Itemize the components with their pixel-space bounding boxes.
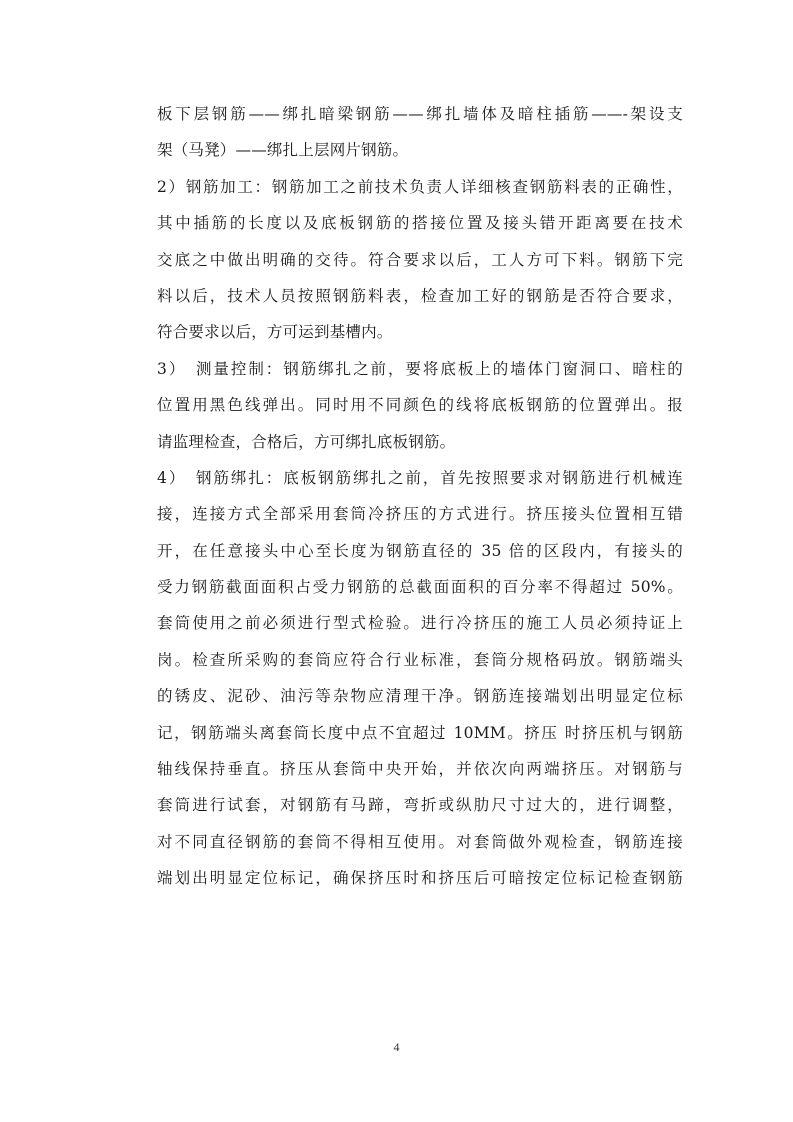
text-line: 对不同直径钢筋的套筒不得相互使用。对套筒做外观检查，钢筋连接 — [157, 832, 683, 851]
text-line: 受力钢筋截面面积占受力钢筋的总截面面积的百分率不得超过 50%。 — [157, 578, 683, 597]
text-line: 岗。检查所采购的套筒应符合行业标准，套筒分规格码放。钢筋端头 — [157, 650, 683, 669]
text-line: 接，连接方式全部采用套筒冷挤压的方式进行。挤压接头位置相互错 — [157, 505, 683, 524]
text-line: 交底之中做出明确的交待。符合要求以后，工人方可下料。钢筋下完 — [157, 250, 683, 269]
body-text — [157, 96, 683, 897]
page-number: 4 — [393, 1040, 400, 1054]
text-line: 套筒进行试套，对钢筋有马蹄，弯折或纵肋尺寸过大的，进行调整， — [157, 796, 683, 815]
text-line: 记，钢筋端头离套筒长度中点不宜超过 10MM。挤压 时挤压机与钢筋 — [157, 723, 683, 742]
text-line: 2）钢筋加工：钢筋加工之前技术负责人详细核查钢筋料表的正确性， — [157, 177, 683, 196]
text-line: 套筒使用之前必须进行型式检验。进行冷挤压的施工人员必须持证上 — [157, 614, 683, 633]
text-line: 端划出明显定位标记，确保挤压时和挤压后可暗按定位标记检查钢筋 — [157, 869, 683, 888]
text-line: 其中插筋的长度以及底板钢筋的搭接位置及接头错开距离要在技术 — [157, 214, 683, 233]
text-line: 位置用黑色线弹出。同时用不同颜色的线将底板钢筋的位置弹出。报 — [157, 396, 683, 415]
text-line: 料以后，技术人员按照钢筋料表，检查加工好的钢筋是否符合要求， — [157, 286, 683, 305]
text-line: 的锈皮、泥砂、油污等杂物应清理干净。钢筋连接端划出明显定位标 — [157, 687, 683, 706]
text-line: 架（马凳）——绑扎上层网片钢筋。 — [157, 141, 409, 160]
text-line: 4） 钢筋绑扎：底板钢筋绑扎之前，首先按照要求对钢筋进行机械连 — [157, 468, 683, 487]
text-line: 轴线保持垂直。挤压从套筒中央开始，并依次向两端挤压。对钢筋与 — [157, 760, 683, 779]
text-line: 3） 测量控制：钢筋绑扎之前，要将底板上的墙体门窗洞口、暗柱的 — [157, 359, 683, 378]
text-line: 请监理检查，合格后，方可绑扎底板钢筋。 — [157, 432, 456, 451]
text-line: 板下层钢筋——绑扎暗梁钢筋——绑扎墙体及暗柱插筋——-架设支 — [157, 105, 683, 123]
text-line: 符合要求以后，方可运到基槽内。 — [157, 323, 393, 342]
text-line: 开，在任意接头中心至长度为钢筋直径的 35 倍的区段内，有接头的 — [157, 541, 683, 560]
